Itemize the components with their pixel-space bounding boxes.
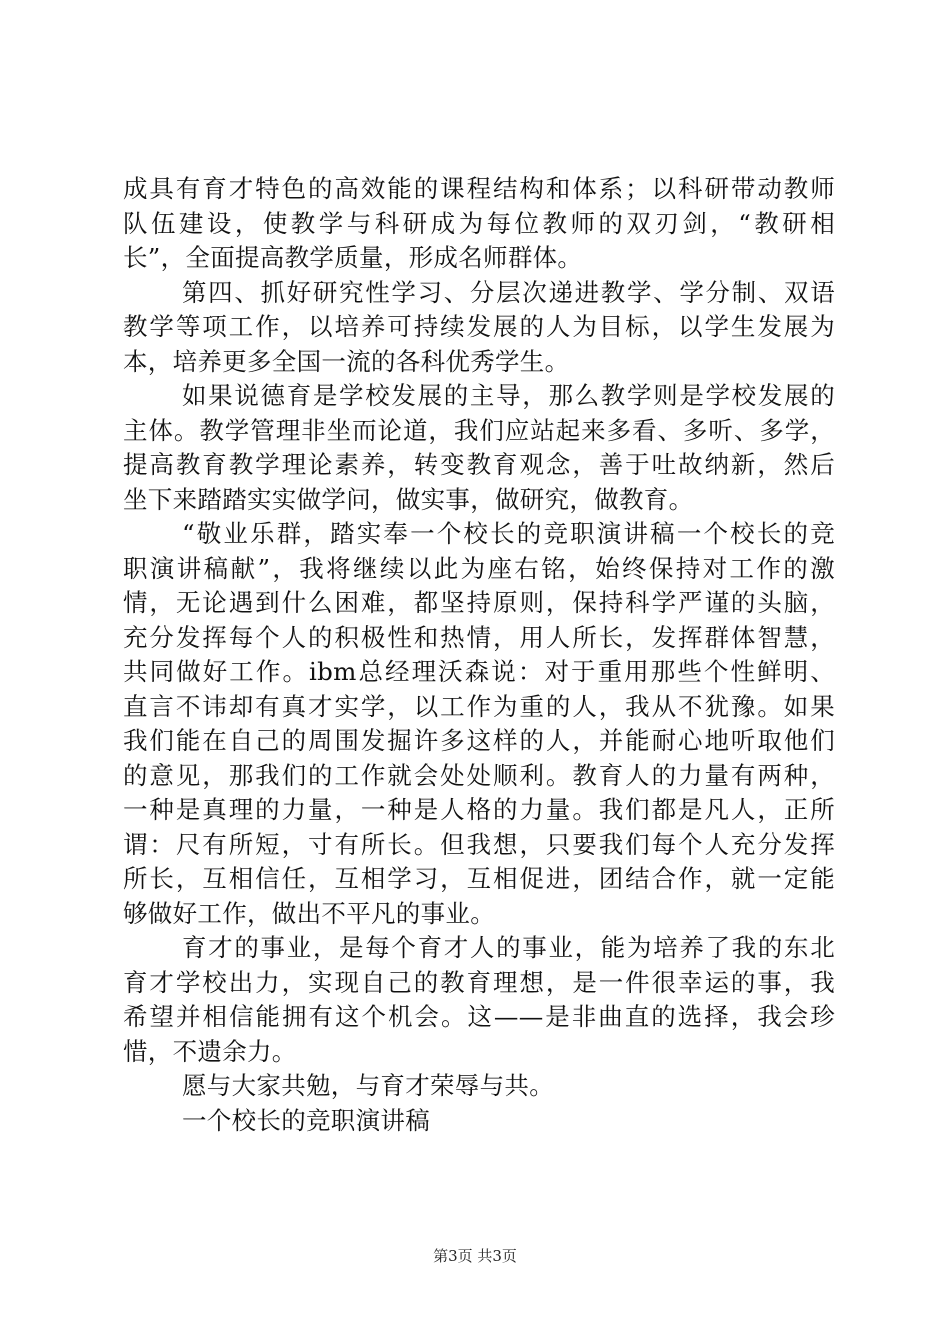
body-line: 一种是真理的力量，一种是人格的力量。我们都是凡人，正所 xyxy=(123,795,835,824)
body-line: 直言不讳却有真才实学，以工作为重的人，我从不犹豫。如果 xyxy=(123,691,835,721)
paragraph-start-line: 如果说德育是学校发展的主导，那么教学则是学校发展的 xyxy=(182,381,835,410)
body-line: 提高教育教学理论素养，转变教育观念，善于吐故纳新，然后 xyxy=(123,450,835,479)
paragraph-start-line: 育才的事业，是每个育才人的事业，能为培养了我的东北 xyxy=(182,933,835,962)
body-line: 坐下来踏踏实实做学问，做实事，做研究，做教育。 xyxy=(123,484,694,514)
body-line: 的意见，那我们的工作就会处处顺利。教育人的力量有两种， xyxy=(123,760,835,790)
document-title-line: 一个校长的竞职演讲稿 xyxy=(182,1105,430,1135)
body-line: 共同做好工作。ibm总经理沃森说：对于重用那些个性鲜明、 xyxy=(123,657,835,686)
body-line: 长”，全面提高教学质量，形成名师群体。 xyxy=(123,243,583,272)
body-line: 队伍建设，使教学与科研成为每位教师的双刃剑，“教研相 xyxy=(123,208,835,238)
document-body xyxy=(123,172,835,1138)
closing-line: 愿与大家共勉，与育才荣辱与共。 xyxy=(182,1071,554,1100)
body-line: 我们能在自己的周围发掘许多这样的人，并能耐心地听取他们 xyxy=(123,726,835,755)
body-line: 惜，不遗余力。 xyxy=(123,1036,297,1066)
body-line: 充分发挥每个人的积极性和热情，用人所长，发挥群体智慧， xyxy=(123,622,835,652)
body-line: 情，无论遇到什么困难，都坚持原则，保持科学严谨的头脑， xyxy=(123,588,835,617)
body-line: 主体。教学管理非坐而论道，我们应站起来多看、多听、多学， xyxy=(123,415,835,445)
body-line: 谓：尺有所短，寸有所长。但我想，只要我们每个人充分发挥 xyxy=(123,829,835,859)
body-line: 所长，互相信任，互相学习，互相促进，团结合作，就一定能 xyxy=(123,864,835,893)
body-line: 职演讲稿献”，我将继续以此为座右铭，始终保持对工作的激 xyxy=(123,553,835,583)
body-line: 育才学校出力，实现自己的教育理想，是一件很幸运的事，我 xyxy=(123,967,835,997)
page-number-footer: 第3页 共3页 xyxy=(433,1247,517,1265)
paragraph-start-line: “敬业乐群，踏实奉一个校长的竞职演讲稿一个校长的竞 xyxy=(182,519,835,548)
paragraph-start-line: 第四、抓好研究性学习、分层次递进教学、学分制、双语 xyxy=(182,277,835,307)
body-line: 成具有育才特色的高效能的课程结构和体系；以科研带动教师 xyxy=(123,174,835,203)
body-line: 教学等项工作，以培养可持续发展的人为目标，以学生发展为 xyxy=(123,312,835,341)
body-line: 希望并相信能拥有这个机会。这——是非曲直的选择，我会珍 xyxy=(123,1002,835,1031)
body-line: 够做好工作，做出不平凡的事业。 xyxy=(123,898,495,928)
body-line: 本，培养更多全国一流的各科优秀学生。 xyxy=(123,346,570,376)
